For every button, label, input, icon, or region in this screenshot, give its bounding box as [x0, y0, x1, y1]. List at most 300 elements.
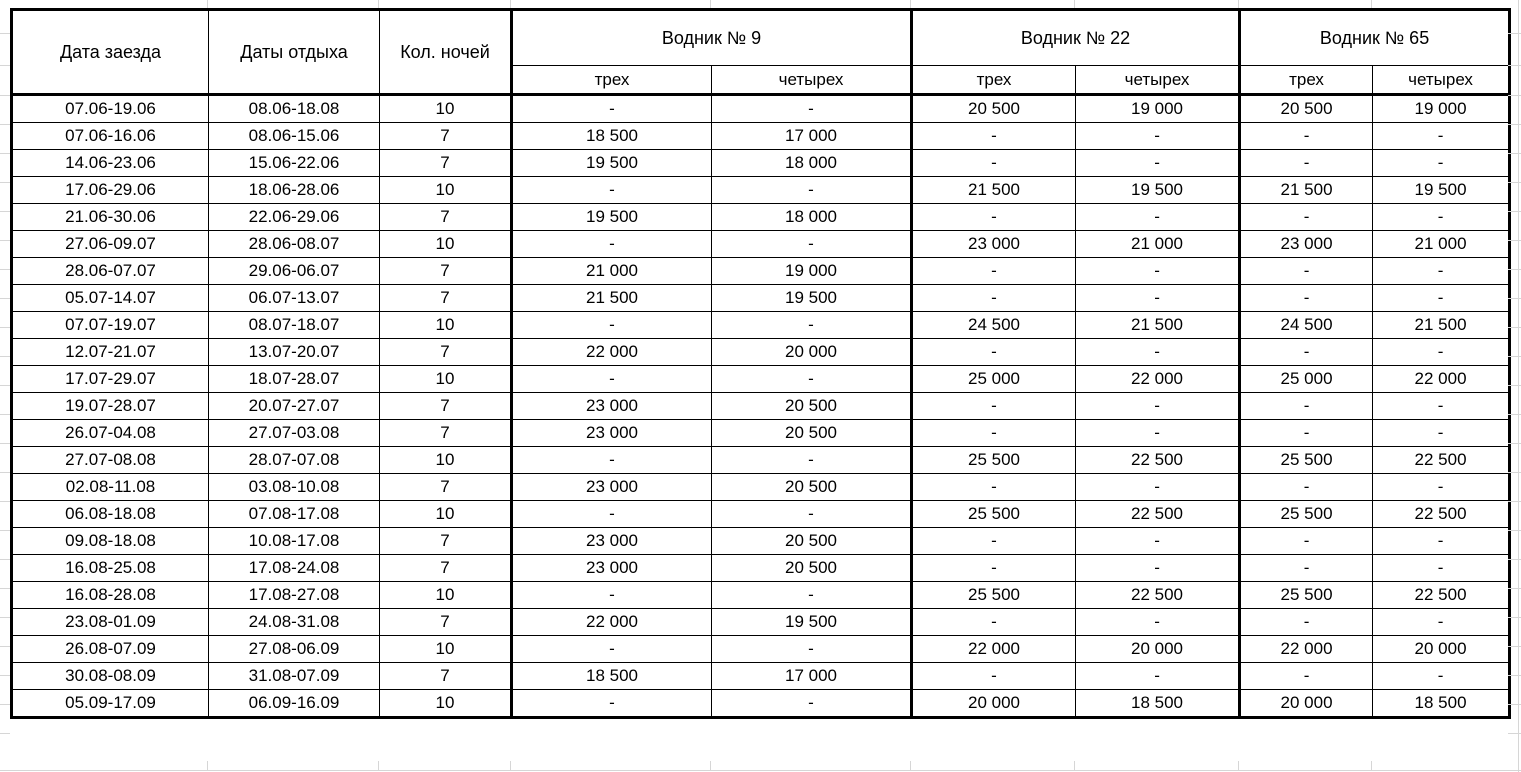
cell-price: - [512, 231, 712, 258]
cell-price: - [712, 447, 912, 474]
cell-price: - [912, 609, 1076, 636]
sheet-gridline [0, 675, 10, 676]
cell-price: - [512, 312, 712, 339]
cell-price: - [1076, 393, 1240, 420]
sheet-gridline [0, 704, 10, 705]
cell-price: - [912, 528, 1076, 555]
cell-price: - [1076, 204, 1240, 231]
cell-price: - [712, 231, 912, 258]
cell-nights: 7 [380, 150, 512, 177]
sheet-gridline [1508, 124, 1521, 125]
cell-arrival-date: 14.06-23.06 [12, 150, 209, 177]
cell-price: 23 000 [912, 231, 1076, 258]
cell-price: - [1076, 474, 1240, 501]
cell-price: 25 500 [1240, 582, 1373, 609]
sheet-gridline [1508, 733, 1521, 734]
cell-price: - [1076, 663, 1240, 690]
header-group-vodnik-22: Водник № 22 [912, 10, 1240, 66]
sheet-gridline [0, 327, 10, 328]
cell-vacation-dates: 15.06-22.06 [209, 150, 380, 177]
cell-price: 21 000 [512, 258, 712, 285]
header-sub-vodnik9-triple: трех [512, 66, 712, 95]
table-row [12, 474, 1510, 501]
cell-price: - [912, 150, 1076, 177]
cell-price: - [1076, 150, 1240, 177]
cell-nights: 10 [380, 231, 512, 258]
cell-price: - [712, 582, 912, 609]
table-row [12, 609, 1510, 636]
cell-vacation-dates: 03.08-10.08 [209, 474, 380, 501]
sheet-gridline [0, 385, 10, 386]
sheet-gridline [1518, 0, 1519, 772]
cell-price: 19 500 [1076, 177, 1240, 204]
cell-price: 18 000 [712, 150, 912, 177]
cell-arrival-date: 26.08-07.09 [12, 636, 209, 663]
sheet-gridline [1508, 675, 1521, 676]
sheet-gridline [0, 501, 10, 502]
table-row [12, 177, 1510, 204]
cell-nights: 7 [380, 528, 512, 555]
cell-price: 21 500 [912, 177, 1076, 204]
sheet-gridline [1508, 617, 1521, 618]
sheet-gridline [0, 33, 10, 34]
cell-price: 22 000 [1373, 366, 1510, 393]
cell-vacation-dates: 20.07-27.07 [209, 393, 380, 420]
cell-vacation-dates: 10.08-17.08 [209, 528, 380, 555]
sheet-gridline [0, 153, 10, 154]
cell-vacation-dates: 08.07-18.07 [209, 312, 380, 339]
cell-price: - [1240, 204, 1373, 231]
price-table-body [12, 95, 1510, 718]
cell-price: - [1076, 555, 1240, 582]
sheet-gridline [1508, 501, 1521, 502]
cell-nights: 10 [380, 95, 512, 123]
cell-price: 18 500 [1076, 690, 1240, 718]
table-row [12, 285, 1510, 312]
cell-price: 20 000 [912, 690, 1076, 718]
cell-price: - [512, 501, 712, 528]
cell-nights: 7 [380, 258, 512, 285]
cell-price: 19 500 [712, 609, 912, 636]
cell-nights: 10 [380, 636, 512, 663]
cell-price: 18 500 [512, 123, 712, 150]
cell-price: - [912, 123, 1076, 150]
cell-price: - [912, 285, 1076, 312]
cell-vacation-dates: 06.07-13.07 [209, 285, 380, 312]
sheet-gridline [1508, 385, 1521, 386]
sheet-gridline [1508, 646, 1521, 647]
table-row [12, 393, 1510, 420]
cell-price: 18 000 [712, 204, 912, 231]
cell-price: 19 000 [1373, 95, 1510, 123]
cell-price: - [1373, 474, 1510, 501]
cell-price: 25 500 [912, 447, 1076, 474]
cell-price: - [912, 663, 1076, 690]
cell-nights: 10 [380, 312, 512, 339]
cell-arrival-date: 16.08-25.08 [12, 555, 209, 582]
cell-price: - [712, 177, 912, 204]
header-nights: Кол. ночей [380, 10, 512, 95]
cell-price: 22 000 [1076, 366, 1240, 393]
cell-arrival-date: 06.08-18.08 [12, 501, 209, 528]
cell-arrival-date: 09.08-18.08 [12, 528, 209, 555]
cell-price: 19 500 [712, 285, 912, 312]
cell-price: - [1240, 555, 1373, 582]
cell-arrival-date: 07.07-19.07 [12, 312, 209, 339]
cell-price: - [912, 474, 1076, 501]
sheet-gridline [1508, 95, 1521, 96]
cell-price: 19 500 [1373, 177, 1510, 204]
sheet-gridline [1508, 414, 1521, 415]
cell-price: - [1373, 285, 1510, 312]
cell-price: 22 500 [1373, 582, 1510, 609]
table-row [12, 366, 1510, 393]
cell-price: - [712, 501, 912, 528]
sheet-gridline [1074, 0, 1075, 8]
cell-price: 20 000 [1240, 690, 1373, 718]
sheet-gridline [1508, 530, 1521, 531]
sheet-gridline [1508, 33, 1521, 34]
table-row [12, 582, 1510, 609]
cell-price: - [512, 366, 712, 393]
cell-price: - [1373, 609, 1510, 636]
table-row [12, 555, 1510, 582]
cell-price: - [712, 636, 912, 663]
sheet-gridline [1508, 327, 1521, 328]
cell-price: - [912, 204, 1076, 231]
sheet-gridline [1238, 0, 1239, 8]
cell-vacation-dates: 17.08-27.08 [209, 582, 380, 609]
cell-price: 23 000 [512, 528, 712, 555]
cell-price: 22 000 [1240, 636, 1373, 663]
cell-nights: 10 [380, 177, 512, 204]
cell-price: - [1373, 663, 1510, 690]
table-row [12, 312, 1510, 339]
cell-price: - [1076, 285, 1240, 312]
cell-arrival-date: 26.07-04.08 [12, 420, 209, 447]
cell-price: - [1373, 555, 1510, 582]
cell-price: 22 000 [512, 339, 712, 366]
cell-price: - [1240, 285, 1373, 312]
cell-price: 18 500 [512, 663, 712, 690]
header-sub-vodnik65-quad: четырех [1373, 66, 1510, 95]
cell-price: 22 000 [912, 636, 1076, 663]
cell-price: 25 000 [1240, 366, 1373, 393]
sheet-gridline [0, 414, 10, 415]
sheet-gridline [710, 0, 711, 8]
cell-price: - [1373, 123, 1510, 150]
header-sub-vodnik22-triple: трех [912, 66, 1076, 95]
cell-price: 21 000 [1373, 231, 1510, 258]
cell-vacation-dates: 13.07-20.07 [209, 339, 380, 366]
cell-nights: 10 [380, 501, 512, 528]
cell-price: 19 000 [1076, 95, 1240, 123]
cell-price: 23 000 [512, 420, 712, 447]
cell-price: 19 000 [712, 258, 912, 285]
cell-arrival-date: 05.09-17.09 [12, 690, 209, 718]
cell-price: - [1373, 420, 1510, 447]
table-row [12, 528, 1510, 555]
cell-price: 21 500 [512, 285, 712, 312]
cell-nights: 10 [380, 447, 512, 474]
cell-arrival-date: 07.06-16.06 [12, 123, 209, 150]
cell-price: 20 000 [1373, 636, 1510, 663]
header-sub-vodnik9-quad: четырех [712, 66, 912, 95]
cell-price: - [712, 95, 912, 123]
cell-price: 23 000 [512, 555, 712, 582]
table-row [12, 501, 1510, 528]
cell-price: - [712, 312, 912, 339]
cell-vacation-dates: 17.08-24.08 [209, 555, 380, 582]
table-row [12, 690, 1510, 718]
sheet-gridline [1508, 153, 1521, 154]
cell-price: 23 000 [1240, 231, 1373, 258]
table-row [12, 231, 1510, 258]
cell-price: - [1373, 393, 1510, 420]
sheet-gridline [1508, 704, 1521, 705]
cell-price: 19 500 [512, 204, 712, 231]
cell-vacation-dates: 08.06-15.06 [209, 123, 380, 150]
cell-price: 20 000 [712, 339, 912, 366]
cell-price: 20 500 [712, 555, 912, 582]
sheet-gridline [1508, 356, 1521, 357]
sheet-gridline [0, 298, 10, 299]
table-row [12, 636, 1510, 663]
cell-price: - [1373, 204, 1510, 231]
cell-nights: 10 [380, 366, 512, 393]
sheet-gridline [1508, 298, 1521, 299]
cell-price: 20 500 [1240, 95, 1373, 123]
cell-nights: 7 [380, 123, 512, 150]
cell-vacation-dates: 27.07-03.08 [209, 420, 380, 447]
cell-arrival-date: 02.08-11.08 [12, 474, 209, 501]
cell-price: 22 500 [1373, 447, 1510, 474]
cell-nights: 7 [380, 339, 512, 366]
cell-nights: 7 [380, 609, 512, 636]
cell-price: - [512, 95, 712, 123]
cell-price: - [512, 636, 712, 663]
sheet-gridline [0, 211, 10, 212]
cell-price: 20 500 [912, 95, 1076, 123]
table-row [12, 339, 1510, 366]
sheet-gridline [0, 356, 10, 357]
sheet-gridline [0, 530, 10, 531]
cell-price: - [1240, 393, 1373, 420]
cell-price: 25 500 [1240, 447, 1373, 474]
cell-nights: 10 [380, 582, 512, 609]
header-sub-vodnik65-triple: трех [1240, 66, 1373, 95]
cell-price: 19 500 [512, 150, 712, 177]
sheet-gridline [207, 0, 208, 8]
cell-price: 21 500 [1240, 177, 1373, 204]
cell-price: - [1076, 420, 1240, 447]
sheet-gridline [0, 472, 10, 473]
cell-price: - [712, 690, 912, 718]
table-row [12, 95, 1510, 123]
cell-price: 20 500 [712, 420, 912, 447]
cell-price: - [512, 177, 712, 204]
cell-price: - [1240, 123, 1373, 150]
price-table [10, 8, 1511, 719]
header-vacation-dates: Даты отдыха [209, 10, 380, 95]
header-arrival-date: Дата заезда [12, 10, 209, 95]
cell-price: 22 000 [512, 609, 712, 636]
sheet-gridline [0, 588, 10, 589]
cell-price: - [712, 366, 912, 393]
sheet-gridline [0, 240, 10, 241]
sheet-gridline [0, 443, 10, 444]
cell-price: - [912, 555, 1076, 582]
cell-price: - [912, 339, 1076, 366]
cell-nights: 7 [380, 285, 512, 312]
sheet-gridline [1508, 65, 1521, 66]
cell-vacation-dates: 08.06-18.08 [209, 95, 380, 123]
cell-vacation-dates: 27.08-06.09 [209, 636, 380, 663]
sheet-gridline [1508, 269, 1521, 270]
cell-price: 23 000 [512, 393, 712, 420]
cell-price: 20 000 [1076, 636, 1240, 663]
cell-price: 21 500 [1076, 312, 1240, 339]
cell-vacation-dates: 22.06-29.06 [209, 204, 380, 231]
cell-vacation-dates: 06.09-16.09 [209, 690, 380, 718]
cell-price: - [1076, 609, 1240, 636]
table-row [12, 204, 1510, 231]
cell-nights: 7 [380, 474, 512, 501]
cell-vacation-dates: 31.08-07.09 [209, 663, 380, 690]
cell-price: - [1240, 420, 1373, 447]
sheet-gridline [1508, 182, 1521, 183]
header-group-vodnik-9: Водник № 9 [512, 10, 912, 66]
sheet-gridline [1508, 443, 1521, 444]
cell-price: - [1240, 609, 1373, 636]
cell-price: - [1240, 339, 1373, 366]
cell-price: 17 000 [712, 123, 912, 150]
sheet-gridline [378, 0, 379, 8]
cell-price: - [1076, 528, 1240, 555]
cell-price: - [912, 258, 1076, 285]
sheet-gridline [0, 269, 10, 270]
cell-nights: 7 [380, 555, 512, 582]
cell-vacation-dates: 28.06-08.07 [209, 231, 380, 258]
sheet-gridline [0, 770, 1521, 771]
sheet-gridline [1508, 472, 1521, 473]
cell-nights: 7 [380, 204, 512, 231]
cell-arrival-date: 17.06-29.06 [12, 177, 209, 204]
sheet-gridline [1508, 211, 1521, 212]
table-row [12, 258, 1510, 285]
table-row [12, 150, 1510, 177]
cell-price: - [1240, 150, 1373, 177]
cell-price: - [912, 420, 1076, 447]
table-row [12, 420, 1510, 447]
cell-price: - [512, 582, 712, 609]
sheet-gridline [910, 0, 911, 8]
cell-price: 23 000 [512, 474, 712, 501]
sheet-gridline [1508, 240, 1521, 241]
cell-price: - [1076, 123, 1240, 150]
cell-vacation-dates: 18.07-28.07 [209, 366, 380, 393]
cell-arrival-date: 27.06-09.07 [12, 231, 209, 258]
cell-arrival-date: 16.08-28.08 [12, 582, 209, 609]
cell-price: - [912, 393, 1076, 420]
table-row [12, 123, 1510, 150]
cell-price: 20 500 [712, 393, 912, 420]
cell-price: 25 500 [912, 501, 1076, 528]
cell-arrival-date: 23.08-01.09 [12, 609, 209, 636]
cell-arrival-date: 12.07-21.07 [12, 339, 209, 366]
cell-price: - [1240, 474, 1373, 501]
cell-arrival-date: 27.07-08.08 [12, 447, 209, 474]
cell-vacation-dates: 29.06-06.07 [209, 258, 380, 285]
cell-price: 20 500 [712, 528, 912, 555]
cell-price: 22 500 [1076, 447, 1240, 474]
cell-price: 21 000 [1076, 231, 1240, 258]
cell-price: - [1240, 663, 1373, 690]
cell-arrival-date: 21.06-30.06 [12, 204, 209, 231]
sheet-gridline [0, 182, 10, 183]
header-sub-vodnik22-quad: четырех [1076, 66, 1240, 95]
table-row [12, 447, 1510, 474]
cell-price: 24 500 [1240, 312, 1373, 339]
cell-nights: 7 [380, 393, 512, 420]
sheet-gridline [0, 95, 10, 96]
cell-price: 25 500 [1240, 501, 1373, 528]
cell-arrival-date: 28.06-07.07 [12, 258, 209, 285]
cell-arrival-date: 19.07-28.07 [12, 393, 209, 420]
cell-nights: 7 [380, 420, 512, 447]
cell-vacation-dates: 07.08-17.08 [209, 501, 380, 528]
cell-price: 21 500 [1373, 312, 1510, 339]
sheet-gridline [0, 733, 10, 734]
sheet-gridline [0, 124, 10, 125]
cell-arrival-date: 30.08-08.09 [12, 663, 209, 690]
sheet-gridline [1508, 559, 1521, 560]
sheet-gridline [1371, 0, 1372, 8]
cell-arrival-date: 05.07-14.07 [12, 285, 209, 312]
header-group-vodnik-65: Водник № 65 [1240, 10, 1510, 66]
cell-price: - [1240, 258, 1373, 285]
cell-arrival-date: 17.07-29.07 [12, 366, 209, 393]
cell-price: 18 500 [1373, 690, 1510, 718]
sheet-gridline [1508, 588, 1521, 589]
cell-price: - [512, 690, 712, 718]
sheet-gridline [0, 559, 10, 560]
cell-price: - [1373, 339, 1510, 366]
cell-nights: 7 [380, 663, 512, 690]
cell-price: 20 500 [712, 474, 912, 501]
cell-vacation-dates: 24.08-31.08 [209, 609, 380, 636]
cell-price: - [1076, 339, 1240, 366]
cell-price: - [1373, 150, 1510, 177]
sheet-gridline [0, 646, 10, 647]
sheet-gridline [510, 0, 511, 8]
cell-price: 25 500 [912, 582, 1076, 609]
cell-nights: 10 [380, 690, 512, 718]
cell-vacation-dates: 28.07-07.08 [209, 447, 380, 474]
cell-price: 22 500 [1076, 582, 1240, 609]
sheet-gridline [0, 65, 10, 66]
table-row [12, 663, 1510, 690]
cell-price: 22 500 [1373, 501, 1510, 528]
cell-price: 25 000 [912, 366, 1076, 393]
cell-price: - [1240, 528, 1373, 555]
cell-price: - [1373, 528, 1510, 555]
cell-price: 22 500 [1076, 501, 1240, 528]
cell-price: 17 000 [712, 663, 912, 690]
cell-vacation-dates: 18.06-28.06 [209, 177, 380, 204]
sheet-gridline [0, 617, 10, 618]
cell-price: - [1076, 258, 1240, 285]
